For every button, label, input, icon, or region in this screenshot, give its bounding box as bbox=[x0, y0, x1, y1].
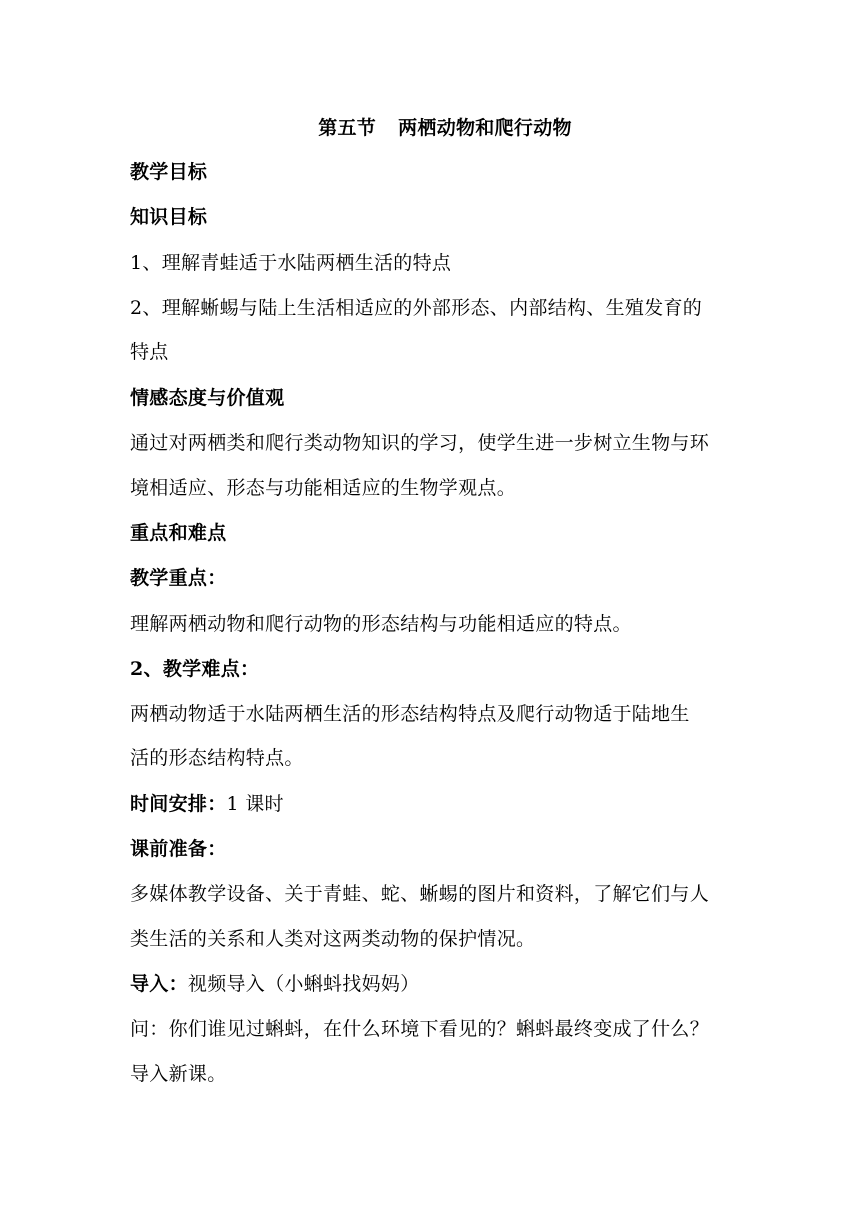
heading-difficult-point: 2、教学难点： bbox=[130, 658, 260, 680]
conclusion-line: 导入新课。 bbox=[130, 1063, 227, 1085]
section-title: 两栖动物和爬行动物 bbox=[398, 117, 572, 139]
heading-key-difficult: 重点和难点 bbox=[130, 522, 227, 544]
difficult-text-line1: 两栖动物适于水陆两栖生活的形态结构特点及爬行动物适于陆地生 bbox=[130, 703, 690, 725]
time-label: 时间安排： bbox=[130, 793, 227, 815]
emotion-text-line1: 通过对两栖类和爬行类动物知识的学习，使学生进一步树立生物与环 bbox=[130, 432, 710, 454]
prep-text-line1: 多媒体教学设备、关于青蛙、蛇、蜥蜴的图片和资料，了解它们与人 bbox=[130, 883, 710, 905]
intro-label: 导入： bbox=[130, 973, 188, 995]
section-number: 第五节 bbox=[318, 117, 377, 139]
goal-item-2-line2: 特点 bbox=[130, 341, 169, 363]
goal-item-2-line1: 2、理解蜥蜴与陆上生活相适应的外部形态、内部结构、生殖发育的 bbox=[130, 297, 703, 319]
prep-text-line2: 类生活的关系和人类对这两类动物的保护情况。 bbox=[130, 928, 536, 950]
intro-value: 视频导入（小蝌蚪找妈妈） bbox=[187, 973, 420, 995]
emotion-text-line2: 境相适应、形态与功能相适应的生物学观点。 bbox=[130, 477, 517, 499]
heading-teaching-goals: 教学目标 bbox=[130, 161, 208, 183]
heading-preparation: 课前准备： bbox=[130, 838, 227, 860]
key-point-text: 理解两栖动物和爬行动物的形态结构与功能相适应的特点。 bbox=[130, 613, 632, 635]
goal-item-1: 1、理解青蛙适于水陆两栖生活的特点 bbox=[130, 252, 452, 274]
intro-line bbox=[130, 972, 420, 996]
time-value: 1 课时 bbox=[226, 793, 284, 815]
heading-emotion-values: 情感态度与价值观 bbox=[130, 387, 285, 409]
difficult-text-line2: 活的形态结构特点。 bbox=[130, 747, 304, 769]
heading-knowledge-goals: 知识目标 bbox=[130, 206, 208, 228]
time-arrangement bbox=[130, 792, 284, 816]
heading-key-point: 教学重点： bbox=[130, 567, 227, 589]
page-title bbox=[0, 116, 860, 140]
question-line: 问：你们谁见过蝌蚪，在什么环境下看见的？蝌蚪最终变成了什么？ bbox=[130, 1018, 710, 1040]
